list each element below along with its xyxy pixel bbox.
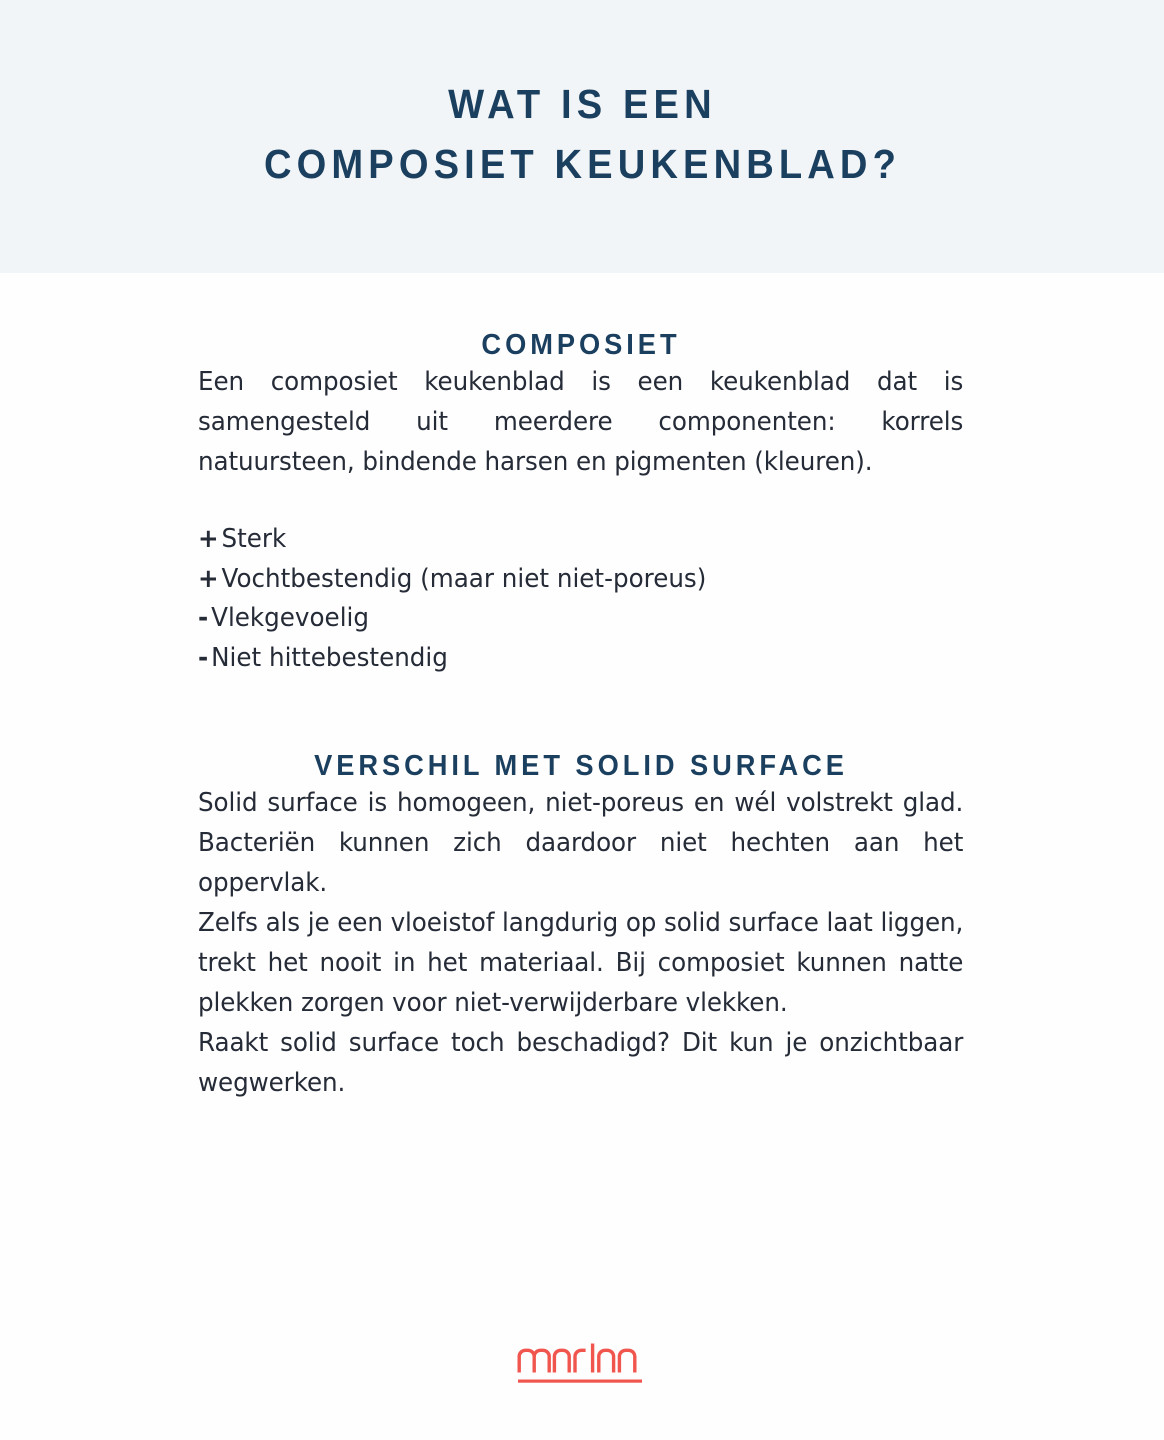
page-header-band — [0, 0, 1164, 273]
footer-logo — [0, 1342, 1164, 1388]
section-heading-composiet: COMPOSIET — [481, 329, 681, 361]
pros-cons-list — [198, 520, 964, 678]
paragraph-solid-surface-1: Solid surface is homogeen, niet-poreus en wél volstrekt glad. Bacteriën kunnen zich daardoor niet hechten aan het oppervlak. — [198, 788, 964, 898]
list-item-label: Vochtbestendig (maar niet niet-poreus) — [221, 563, 707, 594]
minus-marker-icon: - — [198, 642, 209, 673]
paragraph-solid-surface-2: Zelfs als je een vloeistof langdurig op solid surface laat liggen, trekt het nooit in het materiaal. Bij composiet kunnen natte plekken zorgen voor niet-verwijderbare vlekken. — [198, 908, 964, 1018]
list-item — [198, 599, 937, 639]
paragraph-composiet-intro: Een composiet keukenblad is een keukenblad dat is samengesteld uit meerdere componenten: korrels natuursteen, bindende harsen en pigmenten (kleuren). — [198, 367, 964, 477]
marlan-logo-icon — [516, 1342, 648, 1388]
list-item — [198, 520, 937, 560]
list-item-label: Niet hittebestendig — [211, 642, 448, 673]
section-heading-verschil-met-solid-surface: VERSCHIL MET SOLID SURFACE — [314, 750, 848, 782]
list-item-label: Sterk — [221, 524, 287, 554]
logo-underline — [518, 1380, 642, 1383]
content-column — [198, 273, 964, 1103]
minus-marker-icon: - — [198, 603, 209, 633]
list-item — [198, 639, 937, 679]
list-item — [198, 560, 937, 600]
list-item-label: Vlekgevoelig — [211, 603, 370, 633]
page-title-line-2: COMPOSIET KEUKENBLAD? — [263, 141, 901, 187]
plus-marker-icon: + — [198, 563, 219, 594]
page-title-line-1: WAT IS EEN — [447, 81, 717, 127]
plus-marker-icon: + — [198, 524, 219, 554]
paragraph-solid-surface-3: Raakt solid surface toch beschadigd? Dit kun je onzichtbaar wegwerken. — [198, 1028, 964, 1098]
